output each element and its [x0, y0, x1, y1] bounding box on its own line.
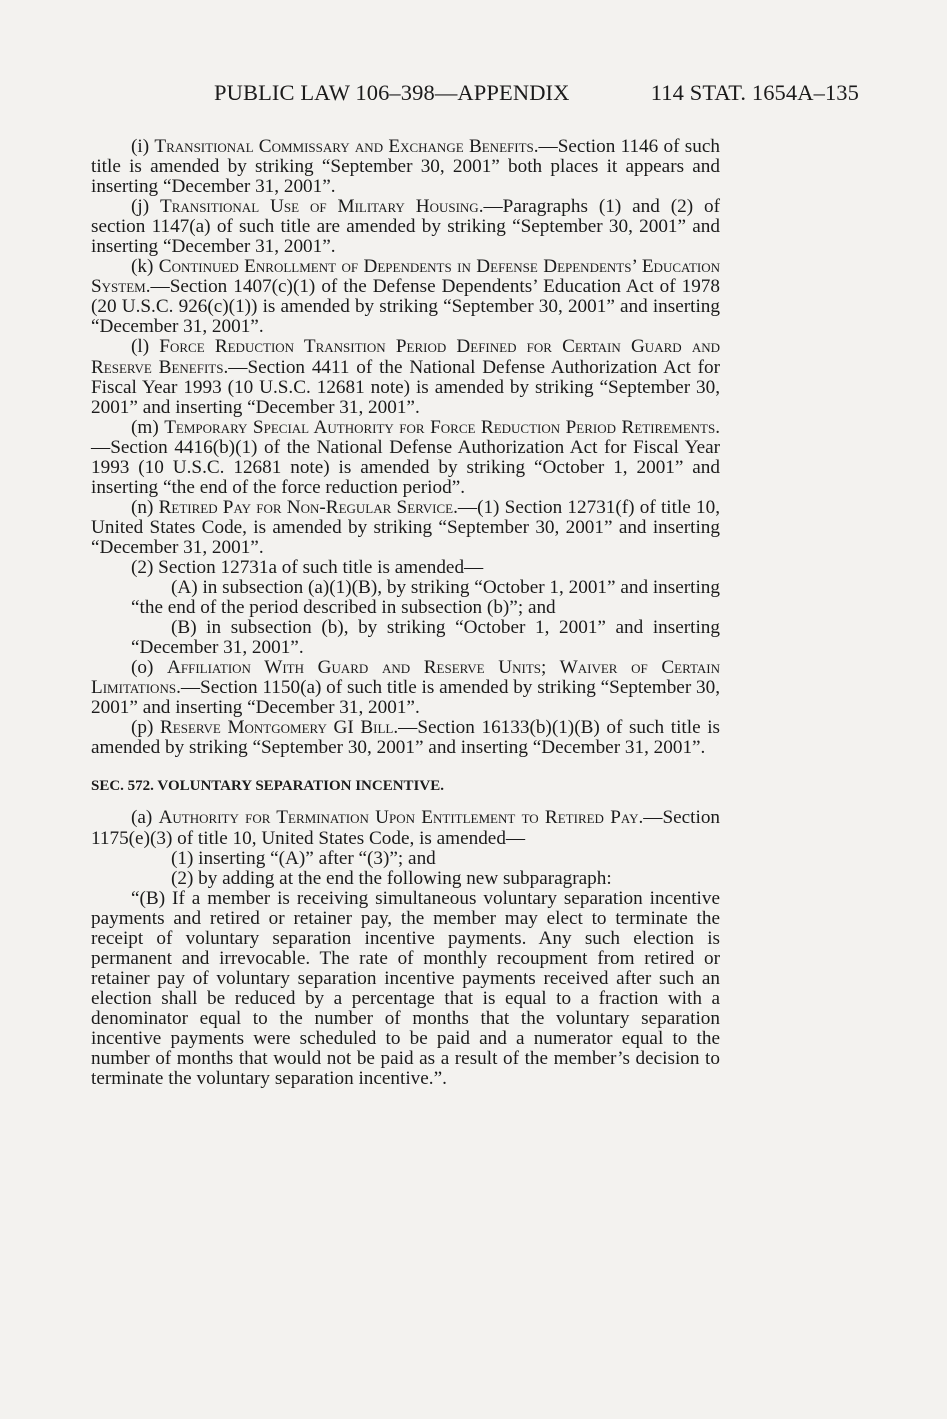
body-text [91, 137, 720, 1089]
paragraph-n-2: (2) Section 12731a of such title is amended— [131, 556, 484, 578]
paragraph-o: (o) Affiliation With Guard and Reserve Units; Waiver of Certain Limitations.—Section 1150(a) of such title is amended by striking “September 30, 2001” and inserting “December 31, 2001”. [91, 657, 720, 719]
paragraph-sec572-a-2: (2) by adding at the end the following new subparagraph: [171, 867, 612, 889]
header-stat-page: 114 STAT. 1654A–135 [650, 80, 859, 105]
paragraph-j: (j) Transitional Use of Military Housing.—Paragraphs (1) and (2) of section 1147(a) of such title are amended by striking “September 30, 2001” and inserting “December 31, 2001”. [91, 196, 720, 258]
section-heading: SEC. 572. VOLUNTARY SEPARATION INCENTIVE. [91, 778, 444, 795]
paragraph-i: (i) Transitional Commissary and Exchange Benefits.—Section 1146 of such title is amended by striking “September 30, 2001” both places it appears and inserting “December 31, 2001”. [91, 136, 720, 198]
paragraph-n-2-b: (B) in subsection (b), by striking “October 1, 2001” and inserting “December 31, 2001”. [131, 617, 720, 659]
paragraph-sec572-a: (a) Authority for Termination Upon Entitlement to Retired Pay.—Section 1175(e)(3) of title 10, United States Code, is amended— [91, 807, 721, 849]
paragraph-n-2-a: (A) in subsection (a)(1)(B), by striking “October 1, 2001” and inserting “the end of the period described in subsection (b)”; and [131, 577, 720, 619]
header-law-title: PUBLIC LAW 106–398—APPENDIX [214, 80, 570, 105]
paragraph-p: (p) Reserve Montgomery GI Bill.—Section 16133(b)(1)(B) of such title is amended by striking “September 30, 2001” and inserting “December 31, 2001”. [91, 717, 720, 759]
paragraph-sec572-a-1: (1) inserting “(A)” after “(3)”; and [171, 847, 436, 869]
paragraph-m: (m) Temporary Special Authority for Force Reduction Period Retirements.—Section 4416(b)(1) of the National Defense Authorization Act for Fiscal Year 1993 (10 U.S.C. 12681 note) is amended by striking “October 1, 2001” and inserting “the end of the force reduction period”. [91, 416, 720, 498]
paragraph-n: (n) Retired Pay for Non-Regular Service.—(1) Section 12731(f) of title 10, United States Code, is amended by striking “September 30, 2001” and inserting “December 31, 2001”. [91, 496, 720, 558]
paragraph-k: (k) Continued Enrollment of Dependents in Defense Dependents’ Education System.—Section 1407(c)(1) of the Defense Dependents’ Education Act of 1978 (20 U.S.C. 926(c)(1)) is amended by striking “September 30, 2001” and inserting “December 31, 2001”. [91, 256, 721, 338]
running-header [214, 80, 859, 108]
paragraph-l: (l) Force Reduction Transition Period Defined for Certain Guard and Reserve Benefits.—Section 4411 of the National Defense Authorization Act for Fiscal Year 1993 (10 U.S.C. 12681 note) is amended by striking “September 30, 2001” and inserting “December 31, 2001”. [91, 336, 720, 418]
paragraph-sec572-quote-b: “(B) If a member is receiving simultaneous voluntary separation incentive payments and retired or retainer pay, the member may elect to terminate the receipt of voluntary separation incentive payments. Any such election is permanent and irrevocable. The rate of monthly recoupment from retired or retainer pay of voluntary separation incentive payments received after such an election shall be reduced by a percentage that is equal to a fraction with a denominator equal to the number of months that the voluntary separation incentive payments were scheduled to be paid and a numerator equal to the number of months that would not be paid as a result of the member’s decision to terminate the voluntary separation incentive.”. [91, 887, 720, 1090]
